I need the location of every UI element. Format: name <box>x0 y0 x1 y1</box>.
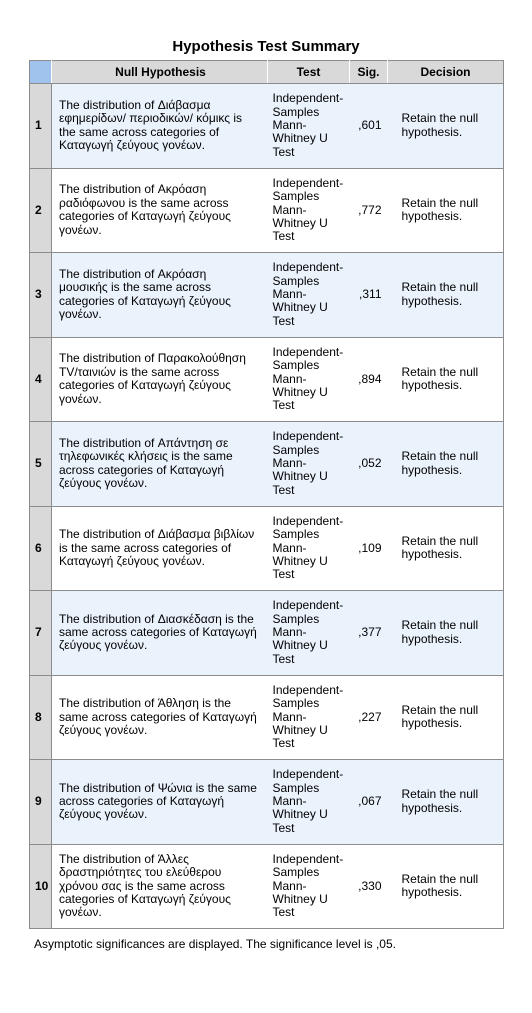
hypothesis-test-summary-table <box>29 60 504 929</box>
table-row <box>30 844 504 929</box>
table-row <box>30 760 504 845</box>
sig-cell: ,377 <box>350 591 388 676</box>
decision-cell: Retain the null hypothesis. <box>388 168 504 253</box>
null-hypothesis-cell: The distribution of Ακρόαση μουσικής is the same across categories of Καταγωγή ζεύγους γονέων. <box>52 253 268 338</box>
test-cell: Independent-Samples Mann-Whitney U Test <box>268 422 350 507</box>
decision-cell: Retain the null hypothesis. <box>388 422 504 507</box>
table-title: Hypothesis Test Summary <box>172 38 360 55</box>
row-number: 4 <box>30 337 52 422</box>
table-row <box>30 422 504 507</box>
null-hypothesis-cell: The distribution of Διασκέδαση is the same across categories of Καταγωγή ζεύγους γονέων. <box>52 591 268 676</box>
row-number: 8 <box>30 675 52 760</box>
row-number: 7 <box>30 591 52 676</box>
sig-cell: ,601 <box>350 84 388 169</box>
sig-cell: ,311 <box>350 253 388 338</box>
decision-cell: Retain the null hypothesis. <box>388 84 504 169</box>
row-number: 9 <box>30 760 52 845</box>
table-footnote: Asymptotic significances are displayed. The significance level is ,05. <box>34 937 396 951</box>
table-row <box>30 506 504 591</box>
test-cell: Independent-Samples Mann-Whitney U Test <box>268 84 350 169</box>
header-row <box>30 61 504 84</box>
column-header-test: Test <box>268 61 350 84</box>
test-cell: Independent-Samples Mann-Whitney U Test <box>268 844 350 929</box>
table-row <box>30 675 504 760</box>
decision-cell: Retain the null hypothesis. <box>388 506 504 591</box>
row-number: 10 <box>30 844 52 929</box>
sig-cell: ,227 <box>350 675 388 760</box>
decision-cell: Retain the null hypothesis. <box>388 253 504 338</box>
null-hypothesis-cell: The distribution of Ψώνια is the same across categories of Καταγωγή ζεύγους γονέων. <box>52 760 268 845</box>
test-cell: Independent-Samples Mann-Whitney U Test <box>268 337 350 422</box>
sig-cell: ,894 <box>350 337 388 422</box>
column-header-decision: Decision <box>388 61 504 84</box>
test-cell: Independent-Samples Mann-Whitney U Test <box>268 675 350 760</box>
row-number: 1 <box>30 84 52 169</box>
null-hypothesis-cell: The distribution of Άθληση is the same across categories of Καταγωγή ζεύγους γονέων. <box>52 675 268 760</box>
row-number: 2 <box>30 168 52 253</box>
row-number: 3 <box>30 253 52 338</box>
table-row <box>30 253 504 338</box>
sig-cell: ,772 <box>350 168 388 253</box>
decision-cell: Retain the null hypothesis. <box>388 844 504 929</box>
column-header-null-hypothesis: Null Hypothesis <box>52 61 268 84</box>
test-cell: Independent-Samples Mann-Whitney U Test <box>268 168 350 253</box>
table-row <box>30 168 504 253</box>
null-hypothesis-cell: The distribution of Ακρόαση ραδιόφωνου is the same across categories of Καταγωγή ζεύγους γονέων. <box>52 168 268 253</box>
decision-cell: Retain the null hypothesis. <box>388 591 504 676</box>
null-hypothesis-cell: The distribution of Άλλες δραστηριότητες του ελεύθερου χρόνου σας is the same across categories of Καταγωγή ζεύγους γονέων. <box>52 844 268 929</box>
sig-cell: ,330 <box>350 844 388 929</box>
test-cell: Independent-Samples Mann-Whitney U Test <box>268 506 350 591</box>
table-row <box>30 591 504 676</box>
sig-cell: ,052 <box>350 422 388 507</box>
decision-cell: Retain the null hypothesis. <box>388 337 504 422</box>
sig-cell: ,067 <box>350 760 388 845</box>
null-hypothesis-cell: The distribution of Διάβασμα βιβλίων is the same across categories of Καταγωγή ζεύγους γονέων. <box>52 506 268 591</box>
column-header-sig: Sig. <box>350 61 388 84</box>
row-number: 5 <box>30 422 52 507</box>
null-hypothesis-cell: The distribution of Παρακολούθηση TV/ταινιών is the same across categories of Καταγωγή ζεύγους γονέων. <box>52 337 268 422</box>
table-row <box>30 337 504 422</box>
test-cell: Independent-Samples Mann-Whitney U Test <box>268 760 350 845</box>
decision-cell: Retain the null hypothesis. <box>388 760 504 845</box>
header-corner-cell <box>30 61 52 84</box>
decision-cell: Retain the null hypothesis. <box>388 675 504 760</box>
null-hypothesis-cell: The distribution of Απάντηση σε τηλεφωνικές κλήσεις is the same across categories of Καταγωγή ζεύγους γονέων. <box>52 422 268 507</box>
test-cell: Independent-Samples Mann-Whitney U Test <box>268 591 350 676</box>
sig-cell: ,109 <box>350 506 388 591</box>
table-row <box>30 84 504 169</box>
null-hypothesis-cell: The distribution of Διάβασμα εφημερίδων/ περιοδικών/ κόμικς is the same across categories of Καταγωγή ζεύγους γονέων. <box>52 84 268 169</box>
test-cell: Independent-Samples Mann-Whitney U Test <box>268 253 350 338</box>
row-number: 6 <box>30 506 52 591</box>
